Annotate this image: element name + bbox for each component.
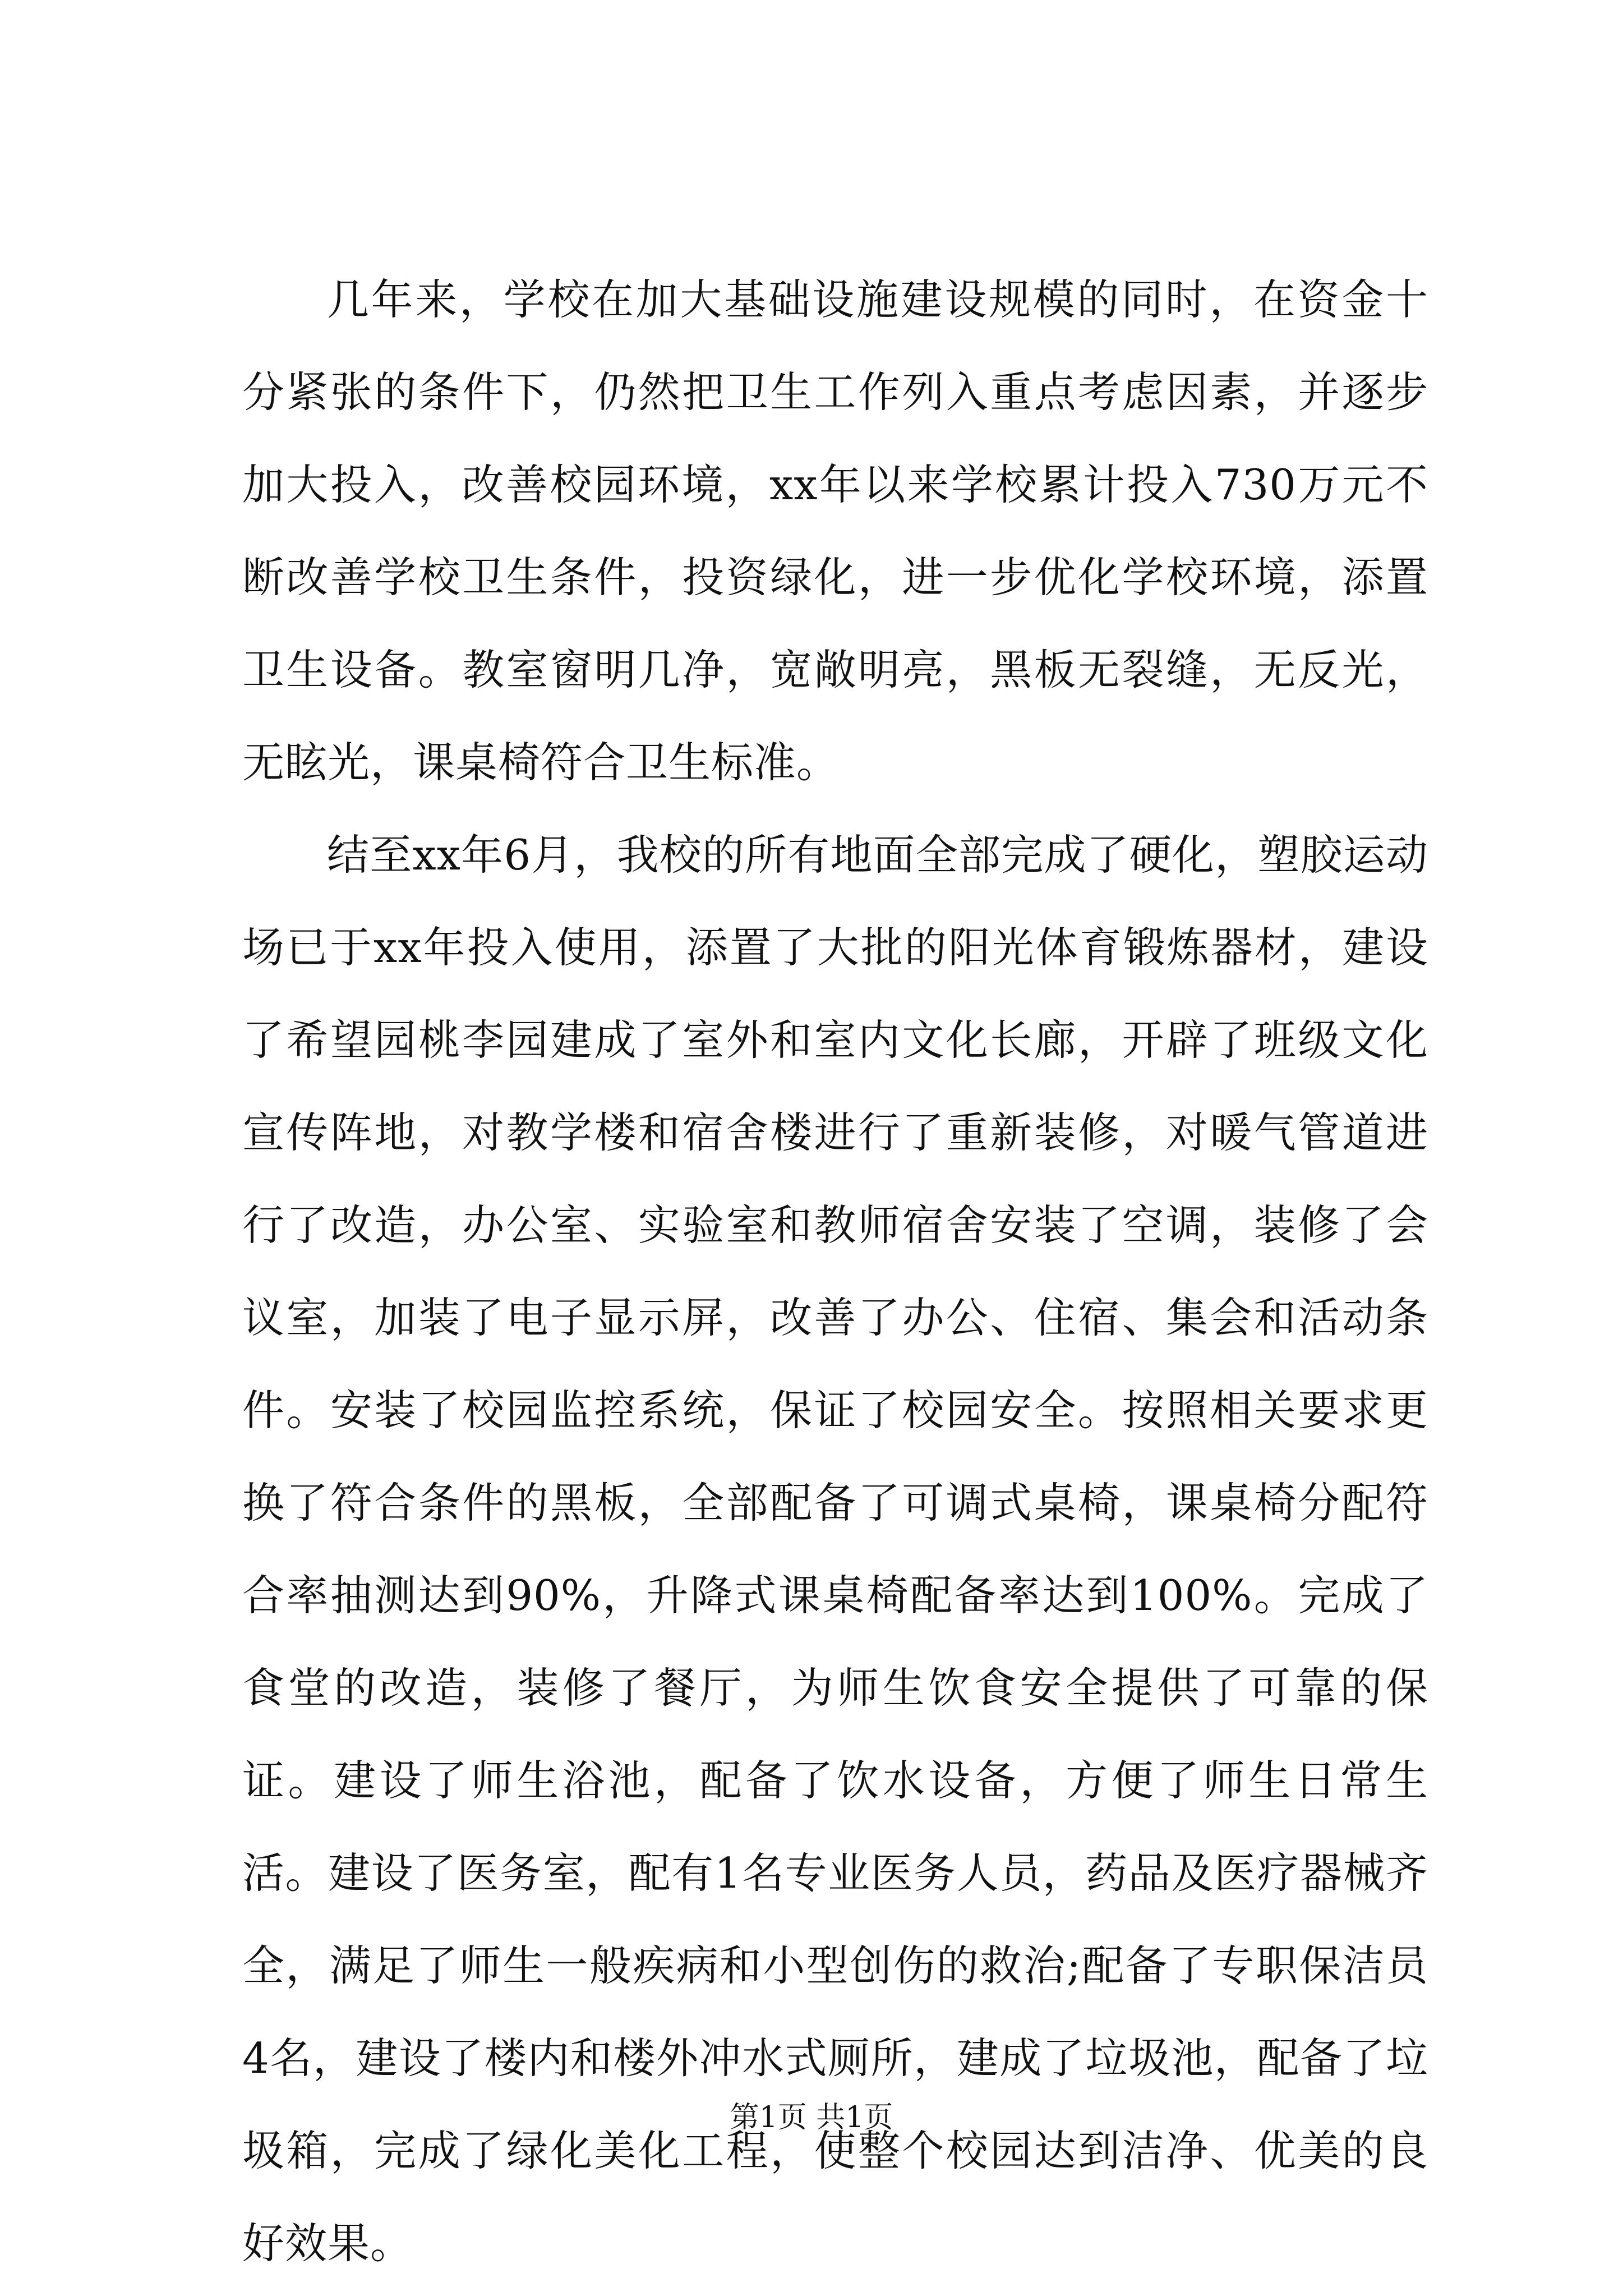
paragraph-1: 几年来，学校在加大基础设施建设规模的同时，在资金十分紧张的条件下，仍然把卫生工作列入重点考虑因素，并逐步加大投入，改善校园环境，xx年以来学校累计投入730万元不断改善学校卫生条件，投资绿化，进一步优化学校环境，添置卫生设备。教室窗明几净，宽敞明亮，黑板无裂缝，无反光，无眩光，课桌椅符合卫生标准。 [242, 275, 1428, 787]
page-footer: 第1页 共1页 [730, 2101, 893, 2134]
document-body [242, 254, 1428, 2290]
paragraph-2: 结至xx年6月，我校的所有地面全部完成了硬化，塑胶运动场已于xx年投入使用，添置了大批的阳光体育锻炼器材，建设了希望园桃李园建成了室外和室内文化长廊，开辟了班级文化宣传阵地，对教学楼和宿舍楼进行了重新装修，对暖气管道进行了改造，办公室、实验室和教师宿舍安装了空调，装修了会议室，加装了电子显示屏，改善了办公、住宿、集会和活动条件。安装了校园监控系统，保证了校园安全。按照相关要求更换了符合条件的黑板，全部配备了可调式桌椅，课桌椅分配符合率抽测达到90%，升降式课桌椅配备率达到100%。完成了食堂的改造，装修了餐厅，为师生饮食安全提供了可靠的保证。建设了师生浴池，配备了饮水设备，方便了师生日常生活。建设了医务室，配有1名专业医务人员，药品及医疗器械齐全，满足了师生一般疾病和小型创伤的救治;配备了专职保洁员4名，建设了楼内和楼外冲水式厕所，建成了垃圾池，配备了垃圾箱，完成了绿化美化工程，使整个校园达到洁净、优美的良好效果。 [242, 830, 1428, 2268]
